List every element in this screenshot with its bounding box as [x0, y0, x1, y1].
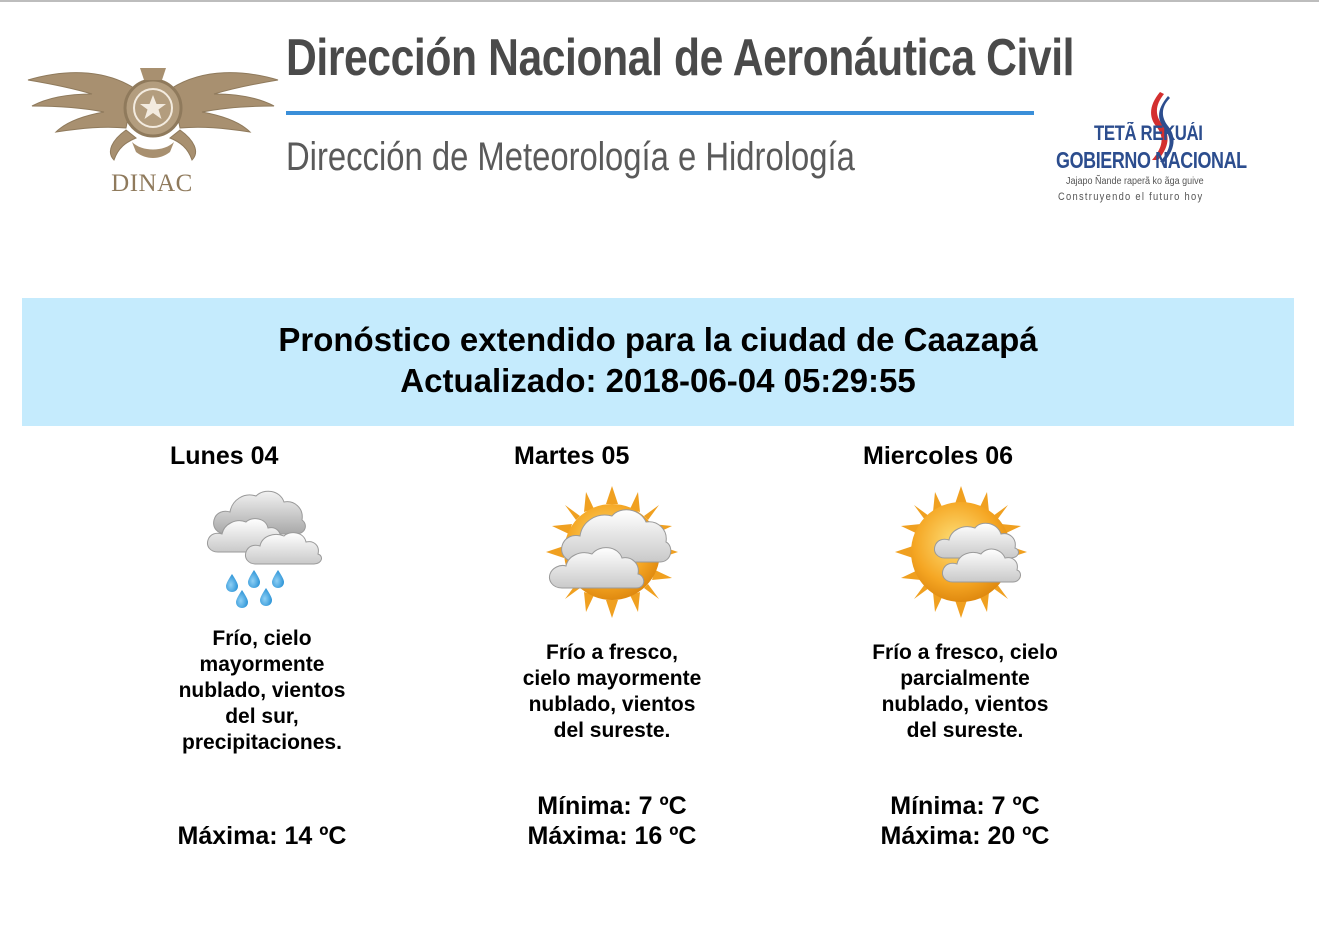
day-name: Miercoles 06	[863, 442, 1014, 470]
description-line: Frío a fresco, cielo	[872, 641, 1058, 664]
day-name: Martes 05	[514, 442, 630, 470]
description-line: mayormente	[199, 653, 325, 676]
description-line: parcialmente	[900, 667, 1030, 690]
gov-logo-line1: TETÃ REKUÁI	[1094, 122, 1203, 145]
max-temperature: Máxima: 16 ºC	[527, 822, 697, 850]
forecast-updated: Actualizado: 2018-06-04 05:29:55	[400, 362, 916, 399]
day-description	[152, 626, 372, 756]
gov-logo-line3: Jajapo Ñande raperã ko ãga guive	[1066, 176, 1204, 187]
max-temperature: Máxima: 20 ºC	[880, 822, 1050, 850]
sun-mostly-cloudy-icon	[542, 482, 682, 622]
header-divider	[286, 111, 1034, 115]
gov-logo-line4: Construyendo el futuro hoy	[1058, 191, 1204, 203]
day-forecast-2	[843, 440, 1143, 880]
forecast-banner	[22, 298, 1294, 426]
org-title: Dirección Nacional de Aeronáutica Civil	[286, 29, 1075, 87]
description-line: cielo mayormente	[522, 667, 702, 690]
max-temperature: Máxima: 14 ºC	[177, 822, 347, 850]
min-temperature: Mínima: 7 ºC	[890, 792, 1040, 820]
description-line: precipitaciones.	[182, 731, 342, 754]
sun-partly-cloudy-icon	[891, 482, 1031, 622]
gov-logo-line2: GOBIERNO NACIONAL	[1056, 147, 1247, 173]
dinac-logo-text: DINAC	[111, 170, 193, 197]
day-forecast-0	[150, 440, 450, 880]
description-line: nublado, vientos	[178, 679, 346, 702]
description-line: Frío a fresco,	[546, 641, 678, 664]
description-line: del sur,	[225, 705, 299, 728]
day-forecast-1	[494, 440, 794, 880]
description-line: del sureste.	[906, 719, 1024, 742]
day-description	[855, 640, 1075, 744]
day-description	[502, 640, 722, 744]
top-border	[0, 0, 1319, 2]
org-subtitle: Dirección de Meteorología e Hidrología	[286, 135, 855, 179]
description-line: del sureste.	[553, 719, 671, 742]
rain-clouds-icon	[196, 482, 336, 622]
description-line: Frío, cielo	[212, 627, 312, 650]
description-line: nublado, vientos	[881, 693, 1049, 716]
forecast-title: Pronóstico extendido para la ciudad de Caazapá	[278, 321, 1038, 358]
description-line: nublado, vientos	[528, 693, 696, 716]
min-temperature: Mínima: 7 ºC	[537, 792, 687, 820]
day-name: Lunes 04	[170, 442, 279, 470]
